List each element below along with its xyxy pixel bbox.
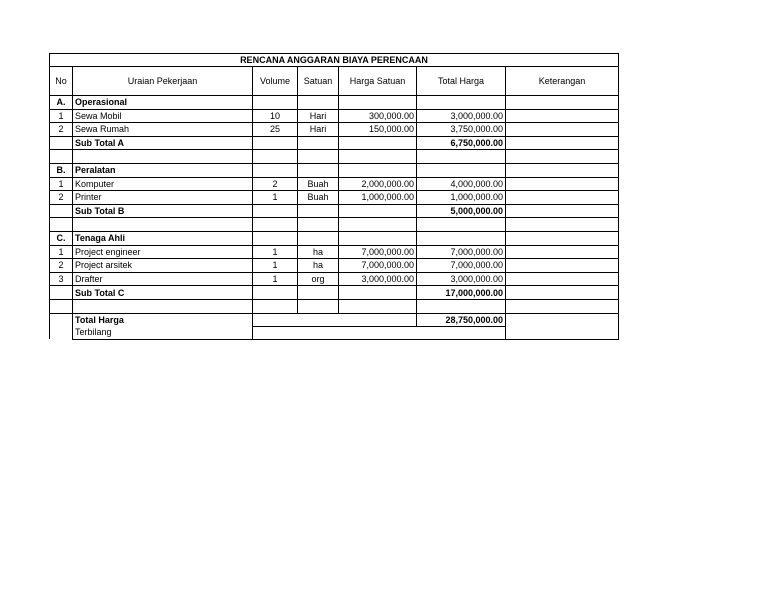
empty-cell [253, 150, 298, 164]
subtotal-label: Sub Total C [73, 286, 253, 300]
item-uraian: Sewa Mobil [73, 109, 253, 123]
item-no: 1 [50, 109, 73, 123]
item-harga-satuan: 300,000.00 [339, 109, 417, 123]
empty-cell [73, 150, 253, 164]
empty-cell [339, 136, 417, 150]
item-uraian: Drafter [73, 272, 253, 286]
table-row [50, 245, 619, 259]
empty-cell [50, 218, 73, 232]
item-total: 3,750,000.00 [417, 123, 506, 137]
empty-cell [253, 218, 298, 232]
subtotal-row [50, 286, 619, 300]
empty-cell [506, 96, 619, 110]
item-volume: 1 [253, 259, 298, 273]
item-keterangan [506, 272, 619, 286]
empty-cell [298, 96, 339, 110]
section-header-row [50, 231, 619, 245]
item-uraian: Project arsitek [73, 259, 253, 273]
header-harga-satuan: Harga Satuan [339, 67, 417, 96]
item-satuan: org [298, 272, 339, 286]
total-row [50, 313, 619, 326]
table-row [50, 109, 619, 123]
item-volume: 1 [253, 272, 298, 286]
section-code: B. [50, 163, 73, 177]
item-harga-satuan: 150,000.00 [339, 123, 417, 137]
budget-table [49, 53, 619, 340]
empty-cell [253, 204, 298, 218]
item-volume: 1 [253, 191, 298, 205]
empty-cell [506, 218, 619, 232]
empty-cell [253, 299, 298, 313]
empty-cell [298, 150, 339, 164]
spacer-row [50, 299, 619, 313]
item-volume: 1 [253, 245, 298, 259]
empty-cell [506, 150, 619, 164]
empty-cell [339, 299, 417, 313]
section-code: A. [50, 96, 73, 110]
item-satuan: Buah [298, 191, 339, 205]
empty-cell [506, 286, 619, 300]
item-satuan: ha [298, 259, 339, 273]
item-no: 2 [50, 259, 73, 273]
subtotal-value: 17,000,000.00 [417, 286, 506, 300]
empty-cell [50, 286, 73, 300]
empty-cell [50, 204, 73, 218]
empty-cell [50, 150, 73, 164]
empty-cell [298, 286, 339, 300]
empty-cell [417, 231, 506, 245]
total-value: 28,750,000.00 [417, 313, 506, 326]
empty-cell [417, 163, 506, 177]
table-row [50, 272, 619, 286]
item-volume: 25 [253, 123, 298, 137]
item-keterangan [506, 109, 619, 123]
empty-cell [298, 218, 339, 232]
section-code: C. [50, 231, 73, 245]
item-harga-satuan: 3,000,000.00 [339, 272, 417, 286]
spacer-row [50, 150, 619, 164]
item-total: 7,000,000.00 [417, 259, 506, 273]
item-harga-satuan: 1,000,000.00 [339, 191, 417, 205]
header-keterangan: Keterangan [506, 67, 619, 96]
item-no: 2 [50, 191, 73, 205]
empty-cell [417, 150, 506, 164]
subtotal-row [50, 136, 619, 150]
item-uraian: Komputer [73, 177, 253, 191]
section-name: Tenaga Ahli [73, 231, 253, 245]
item-keterangan [506, 245, 619, 259]
subtotal-row [50, 204, 619, 218]
item-satuan: Buah [298, 177, 339, 191]
subtotal-value: 5,000,000.00 [417, 204, 506, 218]
item-total: 7,000,000.00 [417, 245, 506, 259]
header-volume: Volume [253, 67, 298, 96]
empty-cell [339, 204, 417, 218]
empty-cell [339, 163, 417, 177]
item-uraian: Sewa Rumah [73, 123, 253, 137]
item-keterangan [506, 177, 619, 191]
empty-cell [253, 96, 298, 110]
item-uraian: Printer [73, 191, 253, 205]
item-volume: 10 [253, 109, 298, 123]
empty-cell [298, 204, 339, 218]
empty-cell [50, 136, 73, 150]
empty-cell [253, 136, 298, 150]
empty-cell [73, 299, 253, 313]
subtotal-label: Sub Total B [73, 204, 253, 218]
item-harga-satuan: 7,000,000.00 [339, 259, 417, 273]
empty-cell [298, 231, 339, 245]
empty-cell [417, 218, 506, 232]
item-harga-satuan: 2,000,000.00 [339, 177, 417, 191]
item-harga-satuan: 7,000,000.00 [339, 245, 417, 259]
item-no: 2 [50, 123, 73, 137]
item-total: 1,000,000.00 [417, 191, 506, 205]
header-total-harga: Total Harga [417, 67, 506, 96]
item-volume: 2 [253, 177, 298, 191]
empty-cell [339, 286, 417, 300]
empty-cell [298, 136, 339, 150]
item-satuan: ha [298, 245, 339, 259]
empty-cell [50, 299, 73, 313]
header-no: No [50, 67, 73, 96]
item-keterangan [506, 191, 619, 205]
empty-cell [506, 299, 619, 313]
item-total: 3,000,000.00 [417, 109, 506, 123]
empty-cell [298, 299, 339, 313]
empty-cell [298, 163, 339, 177]
empty-cell [50, 313, 73, 339]
terbilang-value [253, 326, 506, 339]
total-label: Total Harga [73, 313, 253, 326]
item-satuan: Hari [298, 123, 339, 137]
empty-cell [253, 286, 298, 300]
item-no: 1 [50, 177, 73, 191]
header-row [50, 67, 619, 96]
item-no: 1 [50, 245, 73, 259]
section-header-row [50, 163, 619, 177]
table-row [50, 259, 619, 273]
empty-cell [73, 218, 253, 232]
empty-cell [339, 218, 417, 232]
empty-cell [253, 163, 298, 177]
table-row [50, 177, 619, 191]
item-keterangan [506, 123, 619, 137]
item-satuan: Hari [298, 109, 339, 123]
section-name: Operasional [73, 96, 253, 110]
item-no: 3 [50, 272, 73, 286]
item-keterangan [506, 259, 619, 273]
subtotal-value: 6,750,000.00 [417, 136, 506, 150]
empty-cell [506, 163, 619, 177]
section-name: Peralatan [73, 163, 253, 177]
empty-cell [417, 299, 506, 313]
item-uraian: Project engineer [73, 245, 253, 259]
empty-cell [253, 231, 298, 245]
section-header-row [50, 96, 619, 110]
header-uraian: Uraian Pekerjaan [73, 67, 253, 96]
empty-cell [339, 231, 417, 245]
empty-cell [339, 96, 417, 110]
subtotal-label: Sub Total A [73, 136, 253, 150]
table-row [50, 123, 619, 137]
total-blank [253, 313, 417, 326]
empty-cell [339, 150, 417, 164]
item-total: 4,000,000.00 [417, 177, 506, 191]
empty-cell [417, 96, 506, 110]
spacer-row [50, 218, 619, 232]
table-row [50, 191, 619, 205]
table-title: RENCANA ANGGARAN BIAYA PERENCAAN [50, 54, 619, 67]
total-keterangan [506, 313, 619, 339]
terbilang-label: Terbilang [73, 326, 253, 339]
item-total: 3,000,000.00 [417, 272, 506, 286]
empty-cell [506, 231, 619, 245]
header-satuan: Satuan [298, 67, 339, 96]
empty-cell [506, 136, 619, 150]
empty-cell [506, 204, 619, 218]
